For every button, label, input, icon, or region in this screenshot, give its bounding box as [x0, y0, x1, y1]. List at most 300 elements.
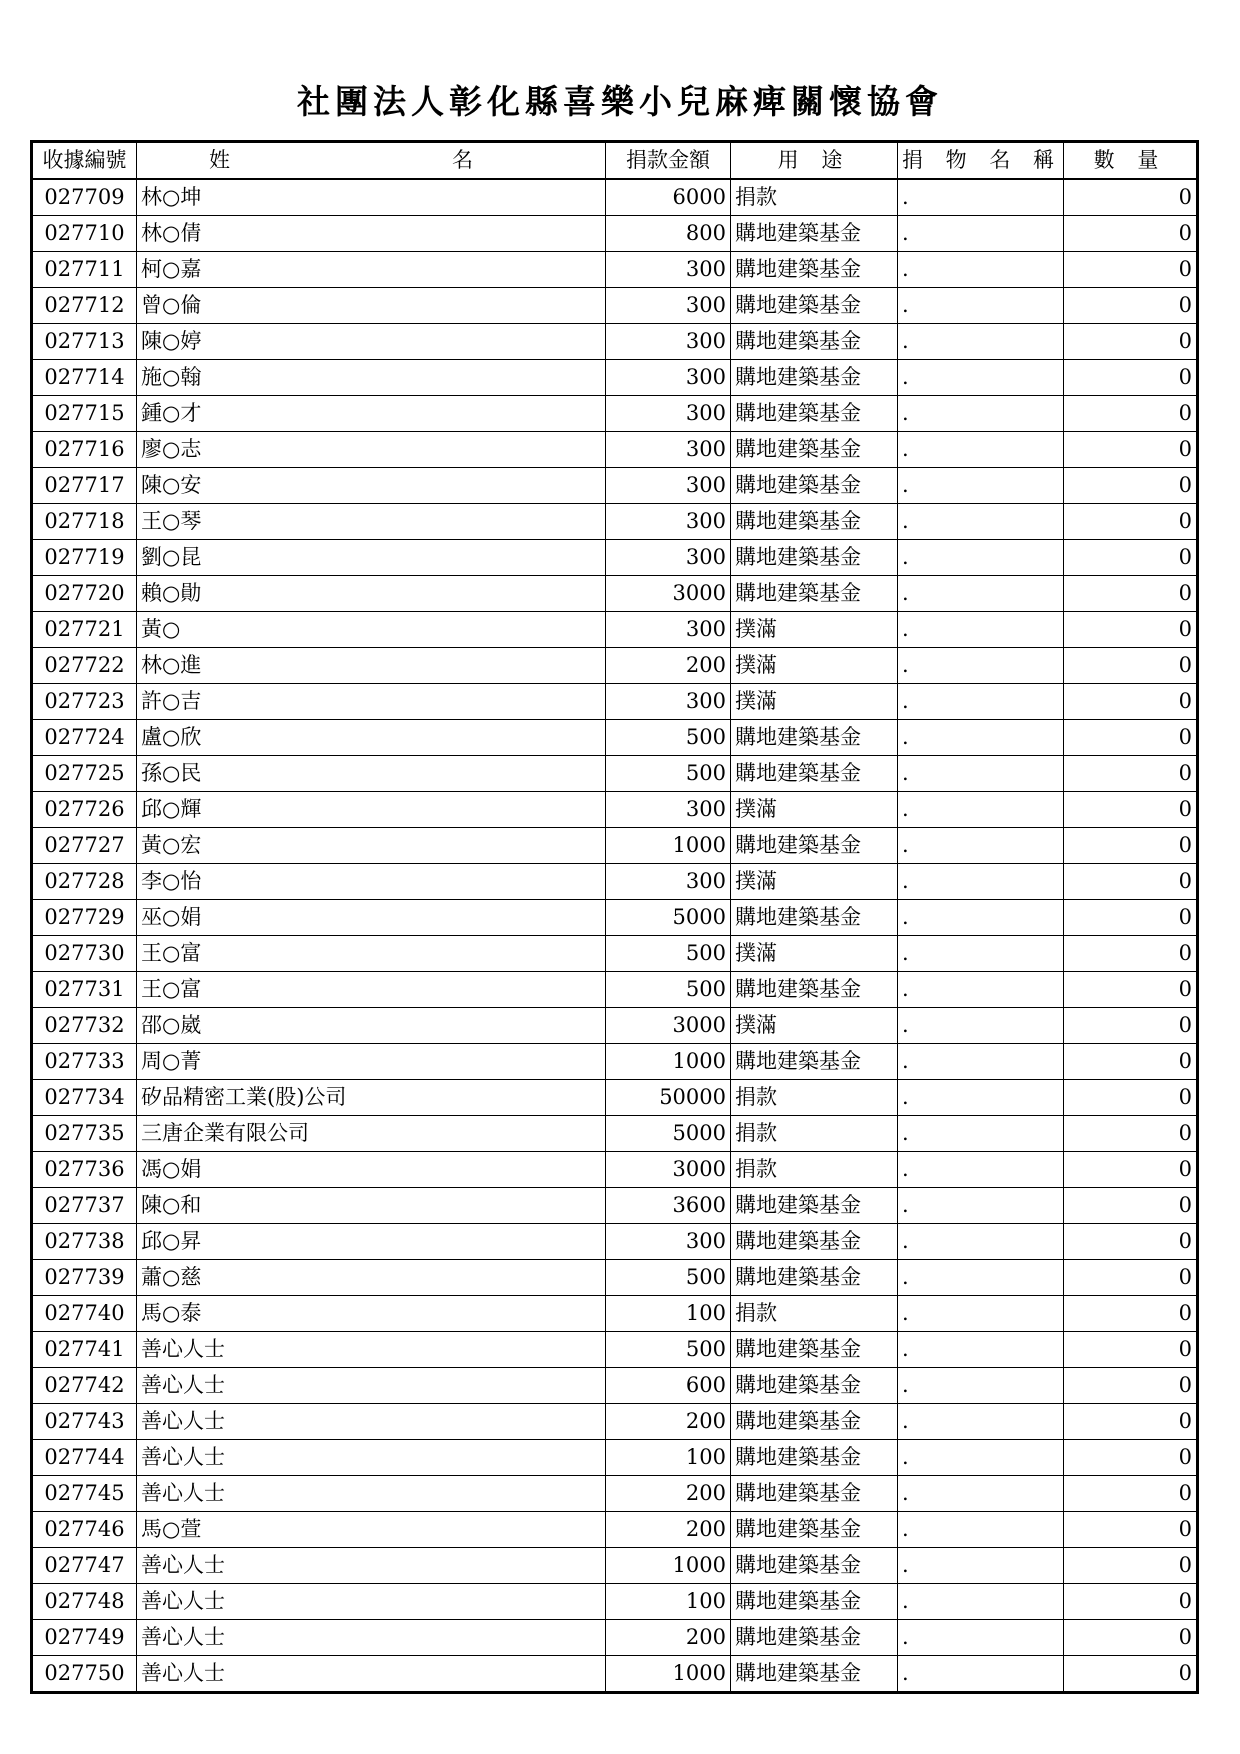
receipt-no-cell: 027737	[32, 1188, 137, 1224]
header-quantity: 數 量	[1064, 142, 1198, 180]
receipt-no-cell: 027744	[32, 1440, 137, 1476]
receipt-no-cell: 027745	[32, 1476, 137, 1512]
table-row	[32, 1260, 1198, 1296]
purpose-cell: 購地建築基金	[731, 1656, 898, 1693]
quantity-cell: 0	[1064, 828, 1198, 864]
header-amount: 捐款金額	[606, 142, 731, 180]
amount-cell: 100	[606, 1296, 731, 1332]
amount-cell: 3000	[606, 576, 731, 612]
item-name-cell: .	[898, 179, 1064, 216]
header-item-name: 捐 物 名 稱	[898, 142, 1064, 180]
receipt-no-cell: 027715	[32, 396, 137, 432]
purpose-cell: 購地建築基金	[731, 756, 898, 792]
purpose-cell: 購地建築基金	[731, 288, 898, 324]
receipt-no-cell: 027720	[32, 576, 137, 612]
table-row	[32, 756, 1198, 792]
purpose-cell: 捐款	[731, 1152, 898, 1188]
quantity-cell: 0	[1064, 1152, 1198, 1188]
table-row	[32, 179, 1198, 216]
donor-name-cell: 善心人士	[137, 1404, 606, 1440]
item-name-cell: .	[898, 1656, 1064, 1693]
table-row	[32, 1476, 1198, 1512]
donor-name-cell: 陳○安	[137, 468, 606, 504]
purpose-cell: 購地建築基金	[731, 1260, 898, 1296]
amount-cell: 5000	[606, 1116, 731, 1152]
purpose-cell: 購地建築基金	[731, 1548, 898, 1584]
item-name-cell: .	[898, 1476, 1064, 1512]
table-row	[32, 288, 1198, 324]
amount-cell: 200	[606, 1620, 731, 1656]
table-row	[32, 648, 1198, 684]
quantity-cell: 0	[1064, 1404, 1198, 1440]
amount-cell: 300	[606, 1224, 731, 1260]
receipt-no-cell: 027739	[32, 1260, 137, 1296]
purpose-cell: 購地建築基金	[731, 900, 898, 936]
table-row	[32, 1620, 1198, 1656]
item-name-cell: .	[898, 432, 1064, 468]
donor-name-cell: 黃○	[137, 612, 606, 648]
receipt-no-cell: 027734	[32, 1080, 137, 1116]
purpose-cell: 撲滿	[731, 684, 898, 720]
donor-name-cell: 賴○勛	[137, 576, 606, 612]
amount-cell: 300	[606, 792, 731, 828]
purpose-cell: 撲滿	[731, 612, 898, 648]
purpose-cell: 購地建築基金	[731, 396, 898, 432]
quantity-cell: 0	[1064, 504, 1198, 540]
quantity-cell: 0	[1064, 684, 1198, 720]
quantity-cell: 0	[1064, 1224, 1198, 1260]
table-row	[32, 1224, 1198, 1260]
amount-cell: 300	[606, 504, 731, 540]
purpose-cell: 購地建築基金	[731, 468, 898, 504]
item-name-cell: .	[898, 1620, 1064, 1656]
donor-name-cell: 施○翰	[137, 360, 606, 396]
purpose-cell: 購地建築基金	[731, 1620, 898, 1656]
table-row	[32, 252, 1198, 288]
receipt-no-cell: 027721	[32, 612, 137, 648]
quantity-cell: 0	[1064, 648, 1198, 684]
item-name-cell: .	[898, 936, 1064, 972]
donor-name-cell: 善心人士	[137, 1440, 606, 1476]
purpose-cell: 撲滿	[731, 1008, 898, 1044]
table-row	[32, 1440, 1198, 1476]
amount-cell: 300	[606, 684, 731, 720]
header-purpose: 用 途	[731, 142, 898, 180]
table-row	[32, 1152, 1198, 1188]
quantity-cell: 0	[1064, 1188, 1198, 1224]
item-name-cell: .	[898, 1080, 1064, 1116]
donor-name-cell: 柯○嘉	[137, 252, 606, 288]
purpose-cell: 購地建築基金	[731, 1188, 898, 1224]
quantity-cell: 0	[1064, 1260, 1198, 1296]
quantity-cell: 0	[1064, 288, 1198, 324]
receipt-no-cell: 027719	[32, 540, 137, 576]
donor-name-cell: 黃○宏	[137, 828, 606, 864]
donor-name-cell: 曾○倫	[137, 288, 606, 324]
item-name-cell: .	[898, 576, 1064, 612]
table-row	[32, 1116, 1198, 1152]
table-row	[32, 1080, 1198, 1116]
purpose-cell: 撲滿	[731, 792, 898, 828]
table-row	[32, 1008, 1198, 1044]
receipt-no-cell: 027741	[32, 1332, 137, 1368]
item-name-cell: .	[898, 504, 1064, 540]
amount-cell: 300	[606, 468, 731, 504]
item-name-cell: .	[898, 756, 1064, 792]
amount-cell: 200	[606, 1404, 731, 1440]
donor-name-cell: 周○菁	[137, 1044, 606, 1080]
item-name-cell: .	[898, 792, 1064, 828]
amount-cell: 5000	[606, 900, 731, 936]
receipt-no-cell: 027723	[32, 684, 137, 720]
receipt-no-cell: 027726	[32, 792, 137, 828]
item-name-cell: .	[898, 468, 1064, 504]
table-row	[32, 936, 1198, 972]
donor-name-cell: 矽品精密工業(股)公司	[137, 1080, 606, 1116]
receipt-no-cell: 027725	[32, 756, 137, 792]
item-name-cell: .	[898, 1224, 1064, 1260]
quantity-cell: 0	[1064, 1548, 1198, 1584]
quantity-cell: 0	[1064, 1476, 1198, 1512]
receipt-no-cell: 027712	[32, 288, 137, 324]
table-row	[32, 864, 1198, 900]
table-row	[32, 324, 1198, 360]
item-name-cell: .	[898, 1332, 1064, 1368]
donor-name-cell: 盧○欣	[137, 720, 606, 756]
quantity-cell: 0	[1064, 1296, 1198, 1332]
receipt-no-cell: 027724	[32, 720, 137, 756]
quantity-cell: 0	[1064, 396, 1198, 432]
amount-cell: 300	[606, 288, 731, 324]
donor-name-cell: 李○怡	[137, 864, 606, 900]
document-title: 社團法人彰化縣喜樂小兒麻痺關懷協會	[297, 82, 943, 121]
table-row	[32, 504, 1198, 540]
table-row	[32, 720, 1198, 756]
receipt-no-cell: 027742	[32, 1368, 137, 1404]
amount-cell: 300	[606, 432, 731, 468]
table-row	[32, 1188, 1198, 1224]
purpose-cell: 購地建築基金	[731, 1044, 898, 1080]
quantity-cell: 0	[1064, 1584, 1198, 1620]
item-name-cell: .	[898, 648, 1064, 684]
amount-cell: 200	[606, 648, 731, 684]
purpose-cell: 購地建築基金	[731, 504, 898, 540]
receipt-no-cell: 027711	[32, 252, 137, 288]
receipt-no-cell: 027731	[32, 972, 137, 1008]
donor-name-cell: 許○吉	[137, 684, 606, 720]
amount-cell: 100	[606, 1440, 731, 1476]
table-row	[32, 792, 1198, 828]
amount-cell: 500	[606, 720, 731, 756]
table-row	[32, 576, 1198, 612]
donor-name-cell: 邱○輝	[137, 792, 606, 828]
amount-cell: 3000	[606, 1152, 731, 1188]
item-name-cell: .	[898, 1116, 1064, 1152]
donor-name-cell: 馬○泰	[137, 1296, 606, 1332]
donor-name-cell: 邵○崴	[137, 1008, 606, 1044]
table-row	[32, 972, 1198, 1008]
header-name: 姓 名	[137, 142, 606, 180]
receipt-no-cell: 027718	[32, 504, 137, 540]
table-row	[32, 1656, 1198, 1693]
purpose-cell: 購地建築基金	[731, 1368, 898, 1404]
donor-name-cell: 善心人士	[137, 1620, 606, 1656]
amount-cell: 500	[606, 756, 731, 792]
purpose-cell: 購地建築基金	[731, 540, 898, 576]
quantity-cell: 0	[1064, 252, 1198, 288]
amount-cell: 500	[606, 936, 731, 972]
donor-name-cell: 林○坤	[137, 179, 606, 216]
quantity-cell: 0	[1064, 1332, 1198, 1368]
receipt-no-cell: 027717	[32, 468, 137, 504]
receipt-no-cell: 027714	[32, 360, 137, 396]
quantity-cell: 0	[1064, 612, 1198, 648]
receipt-no-cell: 027750	[32, 1656, 137, 1693]
amount-cell: 800	[606, 216, 731, 252]
item-name-cell: .	[898, 252, 1064, 288]
item-name-cell: .	[898, 1512, 1064, 1548]
receipt-no-cell: 027740	[32, 1296, 137, 1332]
quantity-cell: 0	[1064, 1116, 1198, 1152]
receipt-no-cell: 027736	[32, 1152, 137, 1188]
donor-name-cell: 陳○婷	[137, 324, 606, 360]
table-row	[32, 1548, 1198, 1584]
table-row	[32, 1512, 1198, 1548]
purpose-cell: 捐款	[731, 1080, 898, 1116]
purpose-cell: 購地建築基金	[731, 720, 898, 756]
amount-cell: 500	[606, 1332, 731, 1368]
quantity-cell: 0	[1064, 1080, 1198, 1116]
table-row	[32, 216, 1198, 252]
donor-name-cell: 林○倩	[137, 216, 606, 252]
quantity-cell: 0	[1064, 1368, 1198, 1404]
item-name-cell: .	[898, 684, 1064, 720]
donor-name-cell: 廖○志	[137, 432, 606, 468]
table-row	[32, 360, 1198, 396]
purpose-cell: 購地建築基金	[731, 576, 898, 612]
item-name-cell: .	[898, 288, 1064, 324]
item-name-cell: .	[898, 1440, 1064, 1476]
item-name-cell: .	[898, 720, 1064, 756]
header-receipt-no: 收據編號	[32, 142, 137, 180]
item-name-cell: .	[898, 612, 1064, 648]
quantity-cell: 0	[1064, 468, 1198, 504]
receipt-no-cell: 027713	[32, 324, 137, 360]
amount-cell: 1000	[606, 828, 731, 864]
receipt-no-cell: 027748	[32, 1584, 137, 1620]
receipt-no-cell: 027727	[32, 828, 137, 864]
table-row	[32, 1044, 1198, 1080]
purpose-cell: 購地建築基金	[731, 324, 898, 360]
quantity-cell: 0	[1064, 540, 1198, 576]
quantity-cell: 0	[1064, 360, 1198, 396]
table-row	[32, 828, 1198, 864]
table-row	[32, 684, 1198, 720]
amount-cell: 6000	[606, 179, 731, 216]
amount-cell: 600	[606, 1368, 731, 1404]
donor-name-cell: 蕭○慈	[137, 1260, 606, 1296]
quantity-cell: 0	[1064, 864, 1198, 900]
item-name-cell: .	[898, 324, 1064, 360]
quantity-cell: 0	[1064, 972, 1198, 1008]
donor-name-cell: 劉○昆	[137, 540, 606, 576]
amount-cell: 300	[606, 540, 731, 576]
table-row	[32, 1584, 1198, 1620]
quantity-cell: 0	[1064, 1440, 1198, 1476]
receipt-no-cell: 027733	[32, 1044, 137, 1080]
receipt-no-cell: 027728	[32, 864, 137, 900]
table-row	[32, 1332, 1198, 1368]
header-row	[32, 142, 1198, 180]
donor-name-cell: 鍾○才	[137, 396, 606, 432]
amount-cell: 50000	[606, 1080, 731, 1116]
table-row	[32, 396, 1198, 432]
receipt-no-cell: 027743	[32, 1404, 137, 1440]
amount-cell: 300	[606, 252, 731, 288]
receipt-no-cell: 027710	[32, 216, 137, 252]
item-name-cell: .	[898, 360, 1064, 396]
item-name-cell: .	[898, 1296, 1064, 1332]
receipt-no-cell: 027730	[32, 936, 137, 972]
quantity-cell: 0	[1064, 1512, 1198, 1548]
receipt-no-cell: 027722	[32, 648, 137, 684]
table-row	[32, 1368, 1198, 1404]
receipt-no-cell: 027735	[32, 1116, 137, 1152]
amount-cell: 3600	[606, 1188, 731, 1224]
quantity-cell: 0	[1064, 432, 1198, 468]
amount-cell: 300	[606, 396, 731, 432]
quantity-cell: 0	[1064, 1008, 1198, 1044]
table-row	[32, 612, 1198, 648]
amount-cell: 300	[606, 360, 731, 396]
item-name-cell: .	[898, 396, 1064, 432]
quantity-cell: 0	[1064, 216, 1198, 252]
amount-cell: 300	[606, 864, 731, 900]
item-name-cell: .	[898, 900, 1064, 936]
quantity-cell: 0	[1064, 756, 1198, 792]
receipt-no-cell: 027716	[32, 432, 137, 468]
receipt-no-cell: 027746	[32, 1512, 137, 1548]
receipt-no-cell: 027709	[32, 179, 137, 216]
donor-name-cell: 馮○娟	[137, 1152, 606, 1188]
item-name-cell: .	[898, 1008, 1064, 1044]
item-name-cell: .	[898, 1260, 1064, 1296]
purpose-cell: 購地建築基金	[731, 1332, 898, 1368]
donor-name-cell: 善心人士	[137, 1368, 606, 1404]
item-name-cell: .	[898, 972, 1064, 1008]
donor-name-cell: 馬○萱	[137, 1512, 606, 1548]
quantity-cell: 0	[1064, 936, 1198, 972]
amount-cell: 100	[606, 1584, 731, 1620]
donor-name-cell: 巫○娟	[137, 900, 606, 936]
purpose-cell: 購地建築基金	[731, 972, 898, 1008]
amount-cell: 3000	[606, 1008, 731, 1044]
purpose-cell: 購地建築基金	[731, 828, 898, 864]
amount-cell: 500	[606, 972, 731, 1008]
quantity-cell: 0	[1064, 324, 1198, 360]
receipt-no-cell: 027729	[32, 900, 137, 936]
table-row	[32, 468, 1198, 504]
table-row	[32, 900, 1198, 936]
item-name-cell: .	[898, 216, 1064, 252]
item-name-cell: .	[898, 1368, 1064, 1404]
item-name-cell: .	[898, 1152, 1064, 1188]
quantity-cell: 0	[1064, 900, 1198, 936]
quantity-cell: 0	[1064, 792, 1198, 828]
purpose-cell: 捐款	[731, 1296, 898, 1332]
quantity-cell: 0	[1064, 1044, 1198, 1080]
amount-cell: 1000	[606, 1548, 731, 1584]
amount-cell: 300	[606, 612, 731, 648]
quantity-cell: 0	[1064, 576, 1198, 612]
purpose-cell: 撲滿	[731, 648, 898, 684]
purpose-cell: 購地建築基金	[731, 1440, 898, 1476]
donor-name-cell: 王○琴	[137, 504, 606, 540]
amount-cell: 500	[606, 1260, 731, 1296]
purpose-cell: 購地建築基金	[731, 216, 898, 252]
donor-name-cell: 林○進	[137, 648, 606, 684]
amount-cell: 200	[606, 1476, 731, 1512]
table-row	[32, 540, 1198, 576]
table-row	[32, 432, 1198, 468]
purpose-cell: 購地建築基金	[731, 360, 898, 396]
item-name-cell: .	[898, 1548, 1064, 1584]
receipt-no-cell: 027747	[32, 1548, 137, 1584]
item-name-cell: .	[898, 864, 1064, 900]
donor-name-cell: 王○富	[137, 936, 606, 972]
donor-name-cell: 善心人士	[137, 1476, 606, 1512]
purpose-cell: 購地建築基金	[731, 1584, 898, 1620]
quantity-cell: 0	[1064, 720, 1198, 756]
item-name-cell: .	[898, 1044, 1064, 1080]
item-name-cell: .	[898, 1188, 1064, 1224]
donor-name-cell: 善心人士	[137, 1656, 606, 1693]
quantity-cell: 0	[1064, 1620, 1198, 1656]
purpose-cell: 捐款	[731, 1116, 898, 1152]
purpose-cell: 購地建築基金	[731, 1224, 898, 1260]
quantity-cell: 0	[1064, 179, 1198, 216]
purpose-cell: 購地建築基金	[731, 1476, 898, 1512]
amount-cell: 300	[606, 324, 731, 360]
purpose-cell: 捐款	[731, 179, 898, 216]
donor-name-cell: 善心人士	[137, 1584, 606, 1620]
donor-name-cell: 陳○和	[137, 1188, 606, 1224]
purpose-cell: 撲滿	[731, 864, 898, 900]
donor-name-cell: 善心人士	[137, 1332, 606, 1368]
item-name-cell: .	[898, 1584, 1064, 1620]
purpose-cell: 購地建築基金	[731, 252, 898, 288]
donor-name-cell: 孫○民	[137, 756, 606, 792]
donor-name-cell: 邱○昇	[137, 1224, 606, 1260]
donation-table	[30, 140, 1199, 1694]
amount-cell: 1000	[606, 1656, 731, 1693]
item-name-cell: .	[898, 1404, 1064, 1440]
table-row	[32, 1404, 1198, 1440]
amount-cell: 1000	[606, 1044, 731, 1080]
amount-cell: 200	[606, 1512, 731, 1548]
purpose-cell: 購地建築基金	[731, 432, 898, 468]
item-name-cell: .	[898, 540, 1064, 576]
receipt-no-cell: 027749	[32, 1620, 137, 1656]
purpose-cell: 撲滿	[731, 936, 898, 972]
purpose-cell: 購地建築基金	[731, 1512, 898, 1548]
table-row	[32, 1296, 1198, 1332]
donor-name-cell: 王○富	[137, 972, 606, 1008]
quantity-cell: 0	[1064, 1656, 1198, 1693]
receipt-no-cell: 027738	[32, 1224, 137, 1260]
receipt-no-cell: 027732	[32, 1008, 137, 1044]
purpose-cell: 購地建築基金	[731, 1404, 898, 1440]
